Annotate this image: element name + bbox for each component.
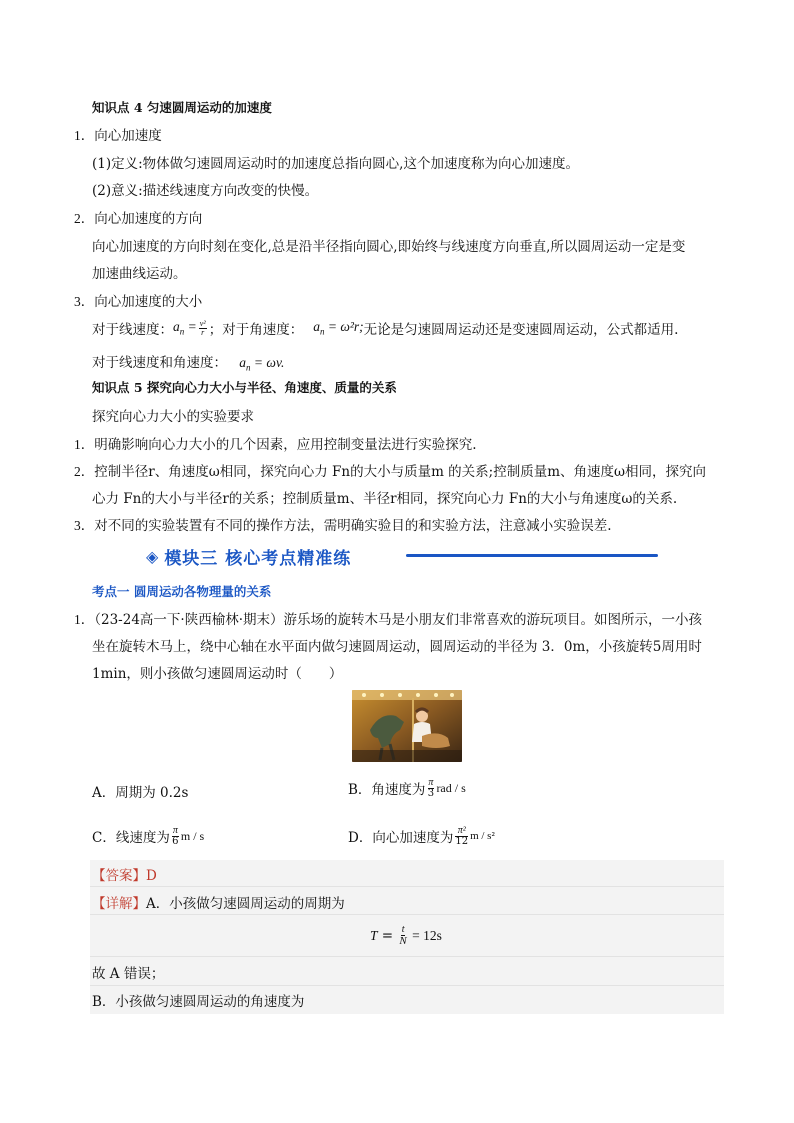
kp5-intro: 探究向心力大小的实验要求 <box>92 409 254 425</box>
answer-value: D <box>146 868 157 884</box>
option-c: C．线速度为 $\frac{\pi}{6}$ m / s <box>92 824 205 847</box>
kp4-item1-definition: (1)定义:物体做匀速圆周运动时的加速度总指向圆心,这个加速度称为向心加速度。 <box>92 156 579 172</box>
carousel-photo-icon <box>352 690 462 762</box>
kp4-item1: 1．向心加速度 <box>74 128 162 144</box>
kp4-item3-formula-line1: 对于线速度： $a_n$ = $\frac{\text{v²}}{r}$ ；对于角速度： $a_n = \omega^2r$; 无论是匀速圆周运动还是变速圆周运动，公式都适用. <box>92 318 679 338</box>
kp4-item3-formula-line2: 对于线速度和角速度： $a_n = \omega v$. <box>92 355 285 373</box>
answer-line <box>92 864 157 884</box>
carousel-photo <box>352 690 462 762</box>
fraction-pi-over-6: $\frac{\pi}{6}$ <box>172 824 179 847</box>
answer-label: 【答案】 <box>92 868 146 884</box>
detail-wrong-a: 故 A 错误； <box>92 966 165 982</box>
kp4-item2-text-line2: 加速曲线运动。 <box>92 266 187 282</box>
question-line3: 1min，则小孩做匀速圆周运动时（ ） <box>92 666 343 682</box>
kp4-item1-meaning: (2)意义:描述线速度方向改变的快慢。 <box>92 183 319 199</box>
question-line2: 坐在旋转木马上，绕中心轴在水平面内做匀速圆周运动，圆周运动的半径为 3．0m，小孩旋转5周用时 <box>92 639 702 655</box>
answer-divider <box>90 985 724 986</box>
fraction-t-over-n: $\frac{t}{N}$ <box>399 924 407 947</box>
answer-divider <box>90 914 724 915</box>
option-a: A．周期为 0.2s <box>92 785 189 801</box>
detail-line-a: 【详解】A．小孩做匀速圆周运动的周期为 <box>92 896 345 912</box>
answer-divider <box>90 886 724 887</box>
detail-line-b: B．小孩做匀速圆周运动的角速度为 <box>92 994 305 1010</box>
fraction-pi2-over-12: $\frac{\text{π²}}{12}$ <box>455 824 469 847</box>
formula-an-v: $a_n$ = <box>173 319 197 337</box>
diamond-arrows-icon: ◈ <box>146 546 159 566</box>
kp4-item2-text-line1: 向心加速度的方向时刻在变化,总是沿半径指向圆心,即始终与线速度方向垂直,所以圆周运动一定是变 <box>92 239 686 255</box>
kp4-item3: 3．向心加速度的大小 <box>74 294 203 310</box>
answer-divider <box>90 956 724 957</box>
kp5-item1: 1．明确影响向心力大小的几个因素，应用控制变量法进行实验探究. <box>74 437 477 453</box>
kp4-item2: 2．向心加速度的方向 <box>74 211 203 227</box>
question-line1: 1．（23-24高一下·陕西榆林·期末）游乐场的旋转木马是小朋友们非常喜欢的游玩项目。如图所示，一小孩 <box>74 612 702 628</box>
kp5-item3: 3．对不同的实验装置有不同的操作方法，需明确实验目的和实验方法，注意减小实验误差. <box>74 518 612 534</box>
kp5-title: 知识点 5 探究向心力大小与半径、角速度、质量的关系 <box>92 380 397 395</box>
kd1-title: 考点一 圆周运动各物理量的关系 <box>92 584 272 599</box>
kp5-item2-line2: 心力 Fn的大小与半径r的关系；控制质量m、半径r相同，探究向心力 Fn的大小与角速度ω的关系. <box>92 491 678 507</box>
option-b: B．角速度为 $\frac{\pi}{3}$ rad / s <box>348 776 466 799</box>
period-formula: T = $\frac{t}{N}$ = 12s <box>370 924 442 947</box>
formula-an-omega: $a_n = \omega^2r$; <box>313 319 364 337</box>
kp4-title: 知识点 4 匀速圆周运动的加速度 <box>92 100 272 115</box>
fraction-pi-over-3: $\frac{\pi}{3}$ <box>427 776 435 799</box>
module-header <box>146 543 351 569</box>
module-underline <box>406 554 658 557</box>
formula-an-omega-v: $a_n = \omega v$. <box>239 355 285 373</box>
option-d: D．向心加速度为 $\frac{\text{π²}}{12}$ m / s² <box>348 824 495 847</box>
fraction-v2-over-r: $\frac{\text{v²}}{r}$ <box>199 318 206 337</box>
kp5-item2-line1: 2．控制半径r、角速度ω相同，探究向心力 Fn的大小与质量m 的关系;控制质量m、角速度ω相同，探究向 <box>74 464 707 480</box>
module-title: 模块三 核心考点精准练 <box>164 548 352 569</box>
detail-label: 【详解】 <box>92 896 146 912</box>
